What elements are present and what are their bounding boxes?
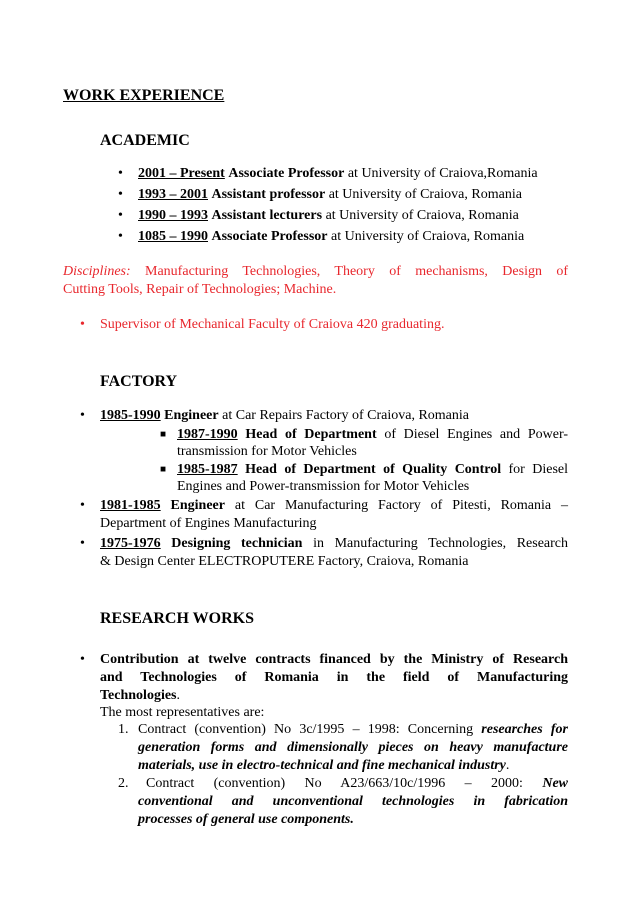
research-contribution-period: .: [176, 688, 180, 703]
contract-number: 1.: [118, 722, 129, 737]
research-contribution-line-2: and Technologies of Romania in the field of Manufacturing: [100, 670, 568, 685]
bullet-icon: •: [118, 229, 123, 244]
factory-role: Engineer: [160, 408, 219, 423]
contract-period: .: [505, 758, 510, 773]
contract-line-3: processes of general use components.: [138, 812, 354, 827]
contract-subject-end: materials, use in electro-technical and fine mechanical industry: [138, 758, 506, 773]
academic-place: at University of Craiova, Romania: [325, 187, 522, 202]
academic-dates: 1990 – 1993: [138, 208, 208, 223]
factory-sub-role: Head of Department: [237, 427, 377, 442]
factory-subitem: [177, 461, 568, 478]
factory-text: at Car Manufacturing Factory of Pitesti, Romania –: [225, 498, 568, 513]
contract-text: Contract (convention) No 3c/1995 – 1998: Concerning: [138, 722, 482, 737]
disciplines-text: Manufacturing Technologies, Theory of mechanisms, Design of: [130, 264, 568, 279]
subsection-title-research-works: RESEARCH WORKS: [100, 610, 254, 627]
factory-item-line-2: & Design Center ELECTROPUTERE Factory, Craiova, Romania: [100, 554, 469, 569]
factory-item: [100, 407, 469, 424]
academic-dates: 1993 – 2001: [138, 187, 208, 202]
bullet-icon: •: [80, 652, 85, 667]
factory-item-line-2: Department of Engines Manufacturing: [100, 516, 317, 531]
academic-place: at University of Craiova, Romania: [327, 229, 525, 244]
square-bullet-icon: ■: [160, 464, 167, 475]
factory-sub-dates: 1987-1990: [177, 427, 238, 442]
factory-place: at Car Repairs Factory of Craiova, Romania: [218, 408, 469, 423]
factory-item: [100, 535, 568, 552]
factory-dates: 1975-1976: [100, 536, 161, 551]
bullet-icon: •: [80, 498, 85, 513]
factory-subitem-line-2: Engines and Power-transmission for Motor Vehicles: [177, 479, 470, 494]
supervisor-text: Supervisor of Mechanical Faculty of Craiova 420 graduating.: [100, 317, 445, 332]
research-contribution-end: Technologies: [100, 688, 177, 703]
subsection-title-factory: FACTORY: [100, 373, 178, 390]
bullet-icon: •: [80, 408, 85, 423]
academic-place: at University of Craiova, Romania: [322, 208, 519, 223]
factory-role: Designing technician: [160, 536, 303, 551]
contract-line-3: [138, 757, 509, 774]
factory-item: [100, 497, 568, 514]
factory-subitem: [177, 426, 568, 443]
section-title-work-experience: WORK EXPERIENCE: [63, 87, 225, 104]
factory-sub-text: for Diesel: [501, 462, 568, 477]
bullet-icon: •: [80, 317, 85, 332]
academic-role: Assistant professor: [211, 187, 326, 202]
bullet-icon: •: [118, 166, 123, 181]
academic-role: Associate Professor: [211, 229, 328, 244]
research-contribution-line-3: [100, 687, 180, 704]
academic-role: Associate Professor: [228, 166, 345, 181]
research-contribution-line-1: Contribution at twelve contracts financed by the Ministry of Research: [100, 652, 568, 667]
bullet-icon: •: [118, 208, 123, 223]
factory-role: Engineer: [160, 498, 225, 513]
academic-place: at University of Craiova,Romania: [344, 166, 538, 181]
research-most-representatives: The most representatives are:: [100, 705, 265, 720]
bullet-icon: •: [80, 536, 85, 551]
disciplines-line-2: Cutting Tools, Repair of Technologies; Machine.: [63, 282, 337, 297]
factory-sub-text: of Diesel Engines and Power-: [376, 427, 568, 442]
factory-dates: 1985-1990: [100, 408, 161, 423]
contract-line-2: generation forms and dimensionally pieces on heavy manufacture: [138, 740, 568, 755]
factory-sub-role: Head of Department of Quality Control: [237, 462, 502, 477]
contract-line-2: conventional and unconventional technologies in fabrication: [138, 794, 568, 809]
contract-line-1: [146, 775, 568, 792]
factory-dates: 1981-1985: [100, 498, 161, 513]
square-bullet-icon: ■: [160, 429, 167, 440]
contract-subject: New: [542, 776, 568, 791]
factory-text: in Manufacturing Technologies, Research: [302, 536, 568, 551]
contract-text: Contract (convention) No A23/663/10c/1996 – 2000:: [146, 776, 543, 791]
subsection-title-academic: ACADEMIC: [100, 132, 190, 149]
bullet-icon: •: [118, 187, 123, 202]
academic-dates: 1085 – 1990: [138, 229, 208, 244]
contract-number: 2.: [118, 776, 129, 791]
disciplines-line: [63, 263, 568, 280]
contract-line-1: [138, 721, 568, 738]
factory-subitem-line-2: transmission for Motor Vehicles: [177, 444, 357, 459]
contract-subject: researches for: [481, 722, 568, 737]
factory-sub-dates: 1985-1987: [177, 462, 238, 477]
academic-dates: 2001 – Present: [138, 166, 225, 181]
disciplines-label: Disciplines:: [63, 264, 131, 279]
academic-role: Assistant lecturers: [211, 208, 323, 223]
